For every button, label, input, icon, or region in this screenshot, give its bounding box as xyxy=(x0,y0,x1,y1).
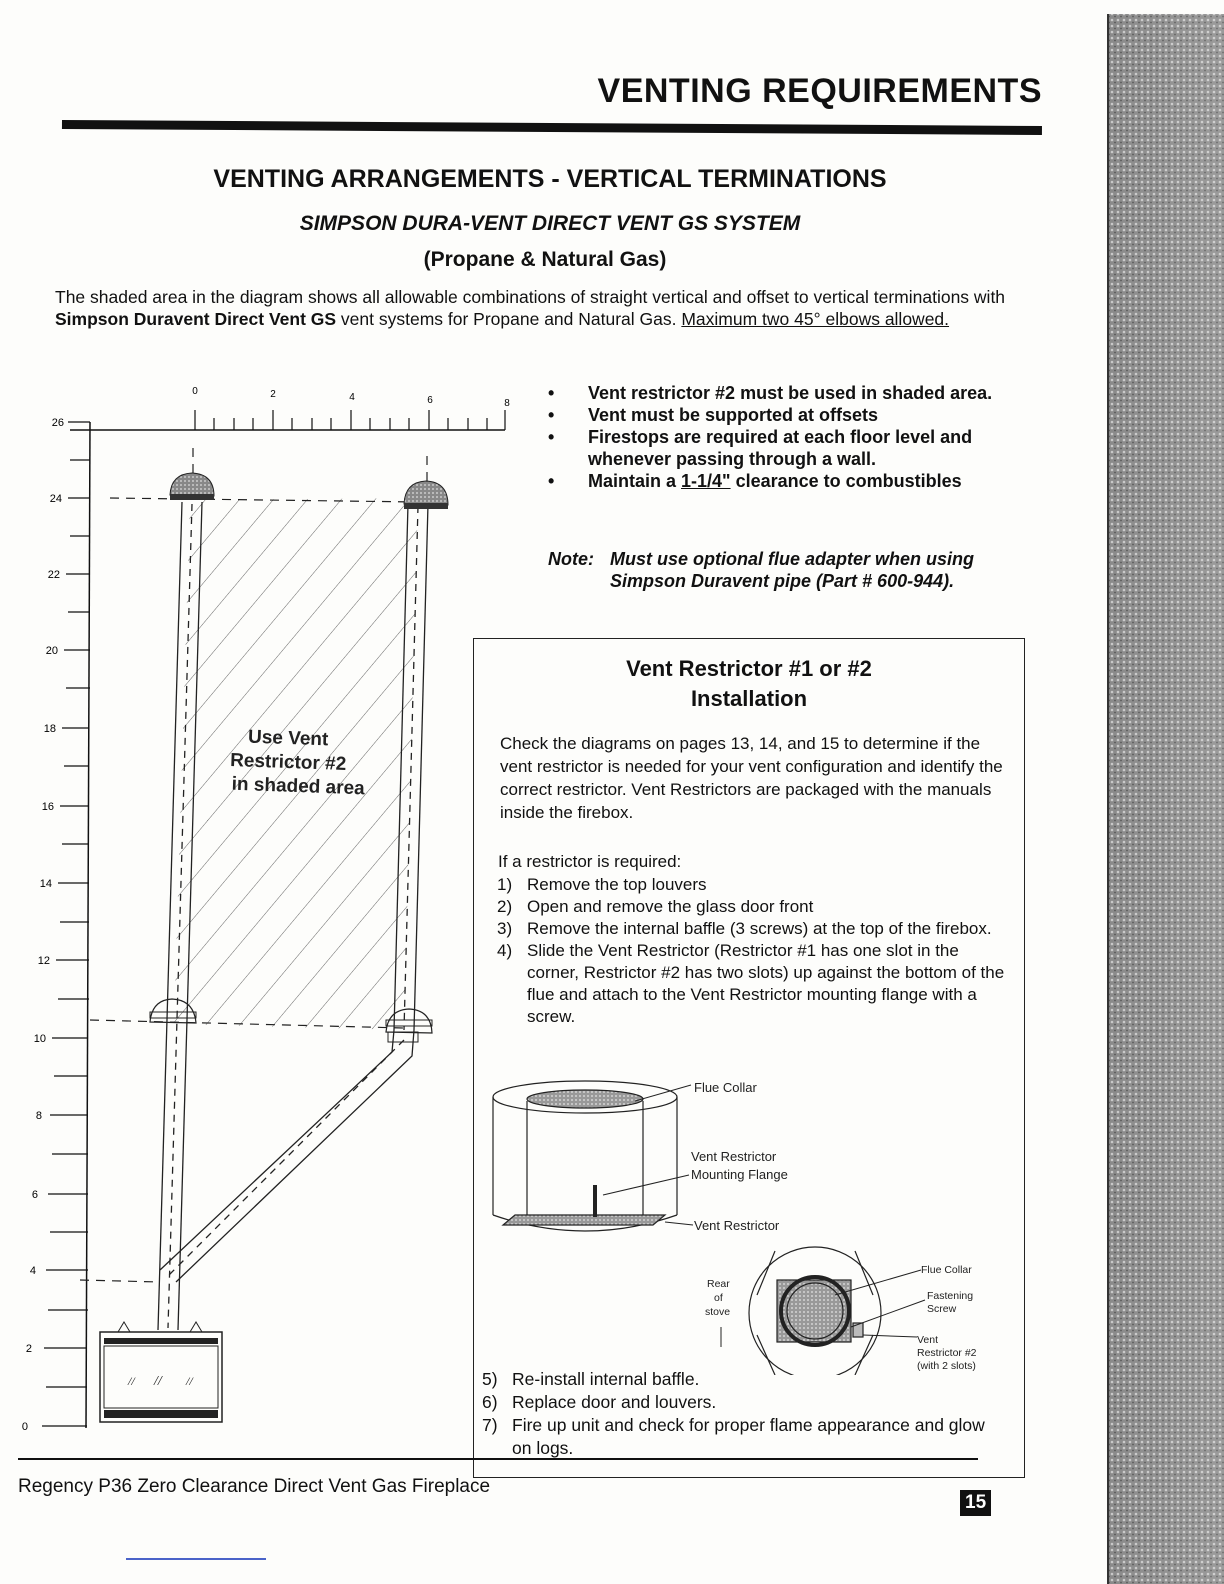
note-label: Note: xyxy=(548,549,594,569)
top-view-diagram xyxy=(749,1247,881,1375)
footer-text: Regency P36 Zero Clearance Direct Vent Gas Fireplace xyxy=(18,1476,491,1497)
flange-label-line1: Vent Restrictor xyxy=(691,1149,777,1164)
y-tick-10: 10 xyxy=(33,1033,46,1045)
y-tick-18: 18 xyxy=(43,723,56,735)
scan-binding-edge xyxy=(1074,0,1224,1584)
step-item: 6) Replace door and louvers. xyxy=(482,1392,717,1412)
requirements-list xyxy=(548,382,1038,492)
y-tick-24: 24 xyxy=(49,493,62,505)
section-subtitle: SIMPSON DURA-VENT DIRECT VENT GS SYSTEM xyxy=(299,212,801,235)
step-item: 2) Open and remove the glass door front xyxy=(497,897,814,916)
gas-type-note: (Propane & Natural Gas) xyxy=(423,248,667,271)
y-tick-16: 16 xyxy=(41,801,54,813)
ruler-ticks xyxy=(195,410,505,430)
top-ruler xyxy=(70,386,510,430)
section-title: VENTING ARRANGEMENTS - VERTICAL TERMINATIONS xyxy=(213,165,887,193)
y-tick-22: 22 xyxy=(47,569,60,581)
x-tick-4: 4 xyxy=(349,392,355,403)
fireplace-unit xyxy=(100,1322,222,1422)
flue-collar-label: Flue Collar xyxy=(694,1080,757,1095)
step-item: 5) Re-install internal baffle. xyxy=(482,1369,700,1389)
bullet-item: • Vent restrictor #2 must be used in shaded area. xyxy=(548,382,1038,404)
flue-collar-label-2: Flue Collar xyxy=(921,1264,972,1276)
shaded-label-line3: in shaded area xyxy=(231,773,366,800)
fastening-label-1: Fastening xyxy=(927,1290,974,1302)
restrictor-figure xyxy=(475,1075,1005,1375)
vr2-label-1: Vent xyxy=(917,1334,939,1346)
installation-lead: If a restrictor is required: xyxy=(498,852,682,871)
y-tick-20: 20 xyxy=(45,645,58,657)
vent-restrictor-label: Vent Restrictor xyxy=(694,1218,780,1233)
left-ruler xyxy=(22,417,90,1433)
termination-cap-right xyxy=(404,481,448,509)
rear-label-1: Rear xyxy=(707,1278,730,1290)
y-tick-4: 4 xyxy=(29,1265,36,1277)
y-tick-14: 14 xyxy=(39,878,52,890)
x-tick-2: 2 xyxy=(270,389,276,400)
bullet-item: • Maintain a 1-1/4" clearance to combustibles xyxy=(548,470,1038,492)
y-tick-26: 26 xyxy=(51,417,64,429)
shaded-label-line2: Restrictor #2 xyxy=(229,749,347,776)
clearance-value: 1-1/4" xyxy=(681,471,731,491)
svg-text://: // xyxy=(186,1374,193,1388)
y-tick-12: 12 xyxy=(37,955,50,967)
installation-steps xyxy=(497,874,1005,1028)
installation-steps-final xyxy=(482,1368,997,1460)
rear-label-2: of xyxy=(714,1292,723,1304)
bullet-item: • Vent must be supported at offsets xyxy=(548,404,1038,426)
y-tick-0: 0 xyxy=(21,1421,28,1433)
x-tick-6: 6 xyxy=(427,395,433,406)
y-tick-2: 2 xyxy=(25,1343,32,1355)
vr2-label-3: (with 2 slots) xyxy=(917,1360,976,1372)
step-item: 4) Slide the Vent Restrictor (Restrictor #1 has one slot in the corner, Restrictor #2 has two slots) up against the bottom of the flue and attach to the Vent Restrictor mounting flange with a screw. xyxy=(497,941,1005,1026)
step-item: 3) Remove the internal baffle (3 screws) at the top of the firebox. xyxy=(497,919,992,938)
fastening-label-2: Screw xyxy=(927,1303,957,1315)
venting-diagram xyxy=(0,380,530,1440)
intro-paragraph: The shaded area in the diagram shows all allowable combinations of straight vertical and offset to vertical terminations with Simpson Duravent Direct Vent GS vent systems for Propane and Natural Gas. Maximum two 45° elbows allowed. xyxy=(55,287,1006,329)
x-tick-8: 8 xyxy=(504,398,510,409)
page-title: VENTING REQUIREMENTS xyxy=(597,72,1042,110)
y-tick-8: 8 xyxy=(35,1110,42,1122)
rear-label-3: stove xyxy=(705,1306,731,1318)
step-item: 1) Remove the top louvers xyxy=(497,875,707,894)
scan-artifact-line xyxy=(126,1558,266,1560)
termination-cap-left xyxy=(170,473,214,500)
title-rule xyxy=(62,120,1042,135)
bullet-item: • Firestops are required at each floor level and whenever passing through a wall. xyxy=(548,426,1038,470)
shaded-label-line1: Use Vent xyxy=(247,726,329,751)
footer-rule xyxy=(18,1458,978,1460)
x-tick-0: 0 xyxy=(192,386,198,397)
step-item: 7) Fire up unit and check for proper flame appearance and glow on logs. xyxy=(482,1415,985,1458)
svg-text://: // xyxy=(128,1374,135,1388)
installation-title: Vent Restrictor #1 or #2 Installation xyxy=(626,656,872,711)
vr2-label-2: Restrictor #2 xyxy=(917,1347,977,1359)
flue-adapter-note: Note: Must use optional flue adapter when using Simpson Duravent pipe (Part # 600-944). xyxy=(548,549,975,591)
page-number: 15 xyxy=(960,1490,991,1516)
flue-collar-cylinder xyxy=(493,1081,677,1231)
svg-text://: // xyxy=(154,1374,162,1389)
flange-label-line2: Mounting Flange xyxy=(691,1167,788,1182)
y-tick-6: 6 xyxy=(31,1189,38,1201)
installation-paragraph: Check the diagrams on pages 13, 14, and 15 to determine if the vent restrictor is needed for your vent configuration and identify the correct restrictor. Vent Restrictors are packaged with the manuals inside the firebox. xyxy=(500,734,1003,822)
